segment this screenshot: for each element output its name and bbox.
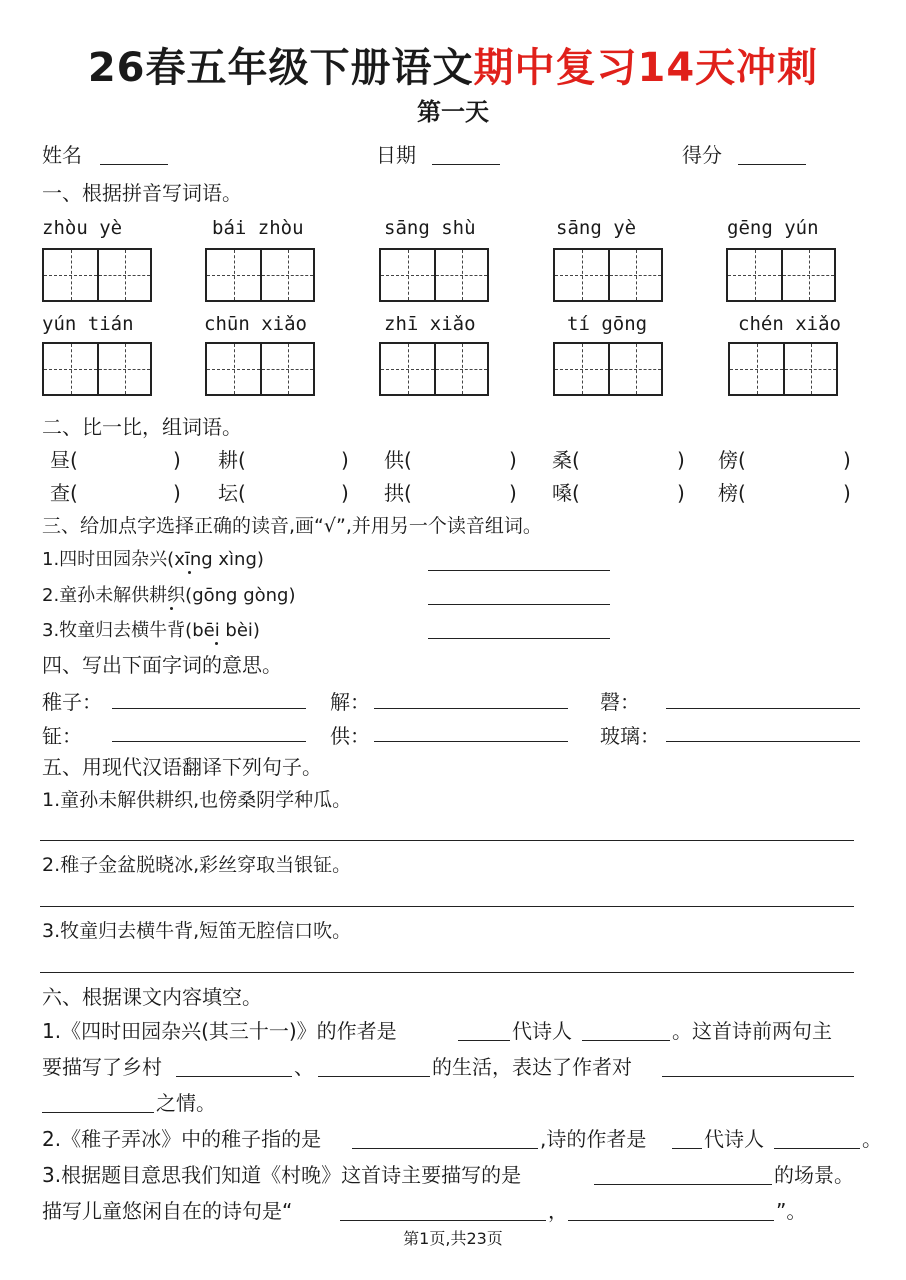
fill-text: 1.《四时田园杂兴(其三十一)》的作者是 <box>42 1019 397 1043</box>
score-label: 得分 <box>682 143 722 167</box>
pinyin-label: gēng yún <box>727 217 819 239</box>
compare-item: 榜( <box>718 481 746 505</box>
meaning-line[interactable] <box>666 708 860 709</box>
title-red: 期中复习14天冲刺 <box>473 45 819 91</box>
answer-line[interactable] <box>428 604 610 605</box>
compare-close: ) <box>341 481 349 505</box>
tianzige-box[interactable] <box>42 342 152 396</box>
translate-item: 3.牧童归去横牛背,短笛无腔信口吹。 <box>42 920 352 942</box>
compare-close: ) <box>677 481 685 505</box>
translate-line[interactable] <box>40 972 854 973</box>
section6-heading: 六、根据课文内容填空。 <box>42 985 262 1009</box>
meaning-label: 供： <box>330 724 370 748</box>
translate-item: 2.稚子金盆脱晓冰,彩丝穿取当银钲。 <box>42 854 352 876</box>
tianzige-box[interactable] <box>379 248 489 302</box>
fill-text: ,诗的作者是 <box>540 1127 647 1151</box>
fill-text: 。这首诗前两句主 <box>672 1019 832 1043</box>
pinyin-label: chūn xiǎo <box>204 313 307 335</box>
meaning-line[interactable] <box>666 741 860 742</box>
fill-blank[interactable] <box>340 1220 546 1221</box>
name-field[interactable] <box>100 164 168 165</box>
page-number: 第1页,共23页 <box>403 1229 503 1248</box>
meaning-label: 磬： <box>600 690 640 714</box>
fill-blank[interactable] <box>568 1220 774 1221</box>
emphasis-dot <box>188 571 191 574</box>
translate-line[interactable] <box>40 906 854 907</box>
fill-text: ”。 <box>776 1199 807 1223</box>
compare-item: 坛( <box>218 481 246 505</box>
compare-item: 桑( <box>552 448 580 472</box>
meaning-line[interactable] <box>374 741 568 742</box>
pinyin-label: yún tián <box>42 313 134 335</box>
fill-text: 、 <box>294 1055 314 1079</box>
fill-blank[interactable] <box>352 1148 538 1149</box>
meaning-line[interactable] <box>374 708 568 709</box>
pronunciation-item: 2.童孙未解供耕织(gōng gòng) <box>42 585 296 606</box>
compare-close: ) <box>509 481 517 505</box>
fill-text: 。 <box>862 1127 882 1151</box>
date-field[interactable] <box>432 164 500 165</box>
pinyin-label: zhī xiǎo <box>384 313 476 335</box>
fill-blank[interactable] <box>318 1076 430 1077</box>
pronunciation-item: 1.四时田园杂兴(xīng xìng) <box>42 549 264 570</box>
fill-text: 的场景。 <box>774 1163 854 1187</box>
fill-text: 的生活，表达了作者对 <box>432 1055 632 1079</box>
emphasis-dot <box>170 607 173 610</box>
pinyin-label: sāng shù <box>384 217 476 239</box>
tianzige-box[interactable] <box>379 342 489 396</box>
meaning-label: 钲： <box>42 724 82 748</box>
pinyin-label: bái zhòu <box>212 217 304 239</box>
pinyin-label: tí gōng <box>567 313 648 335</box>
tianzige-box[interactable] <box>726 248 836 302</box>
answer-line[interactable] <box>428 570 610 571</box>
section1-heading: 一、根据拼音写词语。 <box>42 181 242 205</box>
tianzige-box[interactable] <box>205 248 315 302</box>
pinyin-label: sāng yè <box>556 217 637 239</box>
fill-text: ， <box>548 1199 568 1223</box>
compare-item: 耕( <box>218 448 246 472</box>
tianzige-box[interactable] <box>42 248 152 302</box>
page-title <box>0 36 906 93</box>
fill-text: 2.《稚子弄冰》中的稚子指的是 <box>42 1127 322 1151</box>
compare-close: ) <box>677 448 685 472</box>
day-subtitle: 第一天 <box>417 98 489 126</box>
name-label: 姓名 <box>42 143 82 167</box>
tianzige-box[interactable] <box>553 342 663 396</box>
meaning-label: 玻璃： <box>600 724 660 748</box>
section3-heading: 三、给加点字选择正确的读音,画“√”,并用另一个读音组词。 <box>42 515 542 537</box>
pinyin-label: chén xiǎo <box>738 313 841 335</box>
fill-text: 3.根据题目意思我们知道《村晚》这首诗主要描写的是 <box>42 1163 522 1187</box>
fill-text: 要描写了乡村 <box>42 1055 162 1079</box>
translate-line[interactable] <box>40 840 854 841</box>
compare-item: 供( <box>384 448 412 472</box>
compare-close: ) <box>341 448 349 472</box>
tianzige-box[interactable] <box>728 342 838 396</box>
compare-close: ) <box>843 448 851 472</box>
title-black: 26春五年级下册语文 <box>87 45 474 91</box>
section2-heading: 二、比一比，组词语。 <box>42 415 242 439</box>
section4-heading: 四、写出下面字词的意思。 <box>42 653 282 677</box>
meaning-label: 稚子： <box>42 690 102 714</box>
pinyin-label: zhòu yè <box>42 217 123 239</box>
fill-blank[interactable] <box>42 1112 154 1113</box>
fill-blank[interactable] <box>662 1076 854 1077</box>
fill-blank[interactable] <box>458 1040 510 1041</box>
meaning-label: 解： <box>330 690 370 714</box>
tianzige-box[interactable] <box>553 248 663 302</box>
fill-text: 描写儿童悠闲自在的诗句是“ <box>42 1199 293 1223</box>
fill-blank[interactable] <box>594 1184 772 1185</box>
compare-close: ) <box>173 481 181 505</box>
fill-text: 代诗人 <box>704 1127 764 1151</box>
date-label: 日期 <box>376 143 416 167</box>
compare-item: 昼( <box>50 448 78 472</box>
translate-item: 1.童孙未解供耕织,也傍桑阴学种瓜。 <box>42 789 352 811</box>
compare-item: 查( <box>50 481 78 505</box>
answer-line[interactable] <box>428 638 610 639</box>
score-field[interactable] <box>738 164 806 165</box>
compare-close: ) <box>173 448 181 472</box>
fill-blank[interactable] <box>582 1040 670 1041</box>
emphasis-dot <box>215 642 218 645</box>
fill-text: 代诗人 <box>512 1019 572 1043</box>
fill-blank[interactable] <box>774 1148 860 1149</box>
compare-close: ) <box>843 481 851 505</box>
pronunciation-item: 3.牧童归去横牛背(bēi bèi) <box>42 620 260 641</box>
compare-item: 嗓( <box>552 481 580 505</box>
compare-item: 拱( <box>384 481 412 505</box>
fill-text: 之情。 <box>156 1091 216 1115</box>
compare-item: 傍( <box>718 448 746 472</box>
meaning-line[interactable] <box>112 708 306 709</box>
fill-blank[interactable] <box>176 1076 292 1077</box>
tianzige-box[interactable] <box>205 342 315 396</box>
meaning-line[interactable] <box>112 741 306 742</box>
compare-close: ) <box>509 448 517 472</box>
section5-heading: 五、用现代汉语翻译下列句子。 <box>42 755 322 779</box>
fill-blank[interactable] <box>672 1148 702 1149</box>
